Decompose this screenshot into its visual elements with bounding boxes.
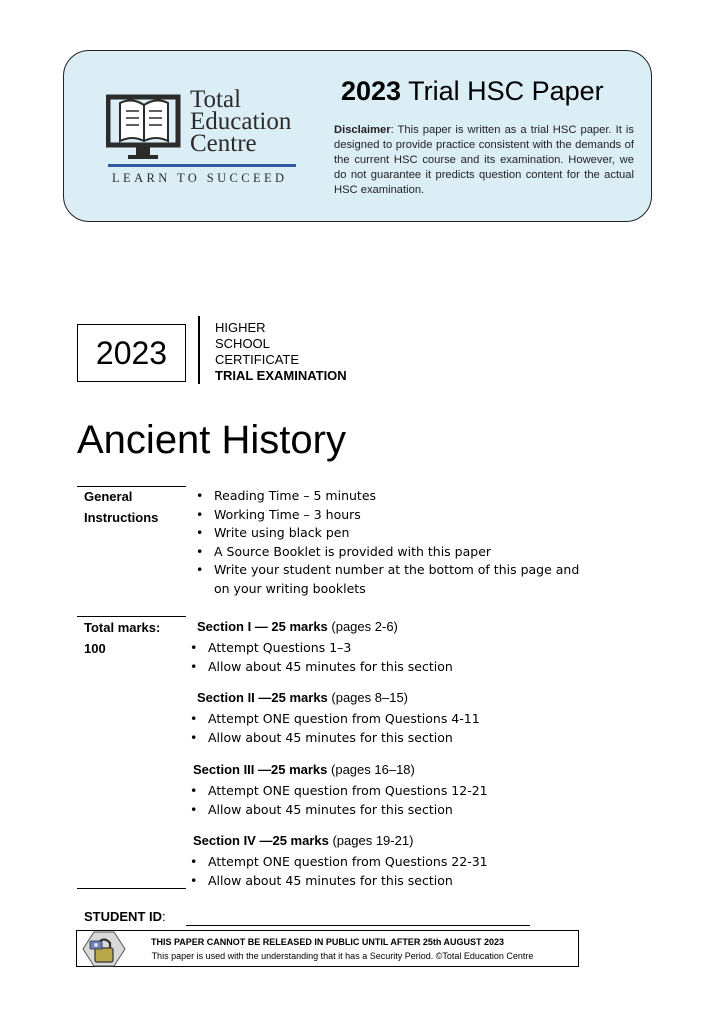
logo [106,86,306,199]
banner-title [341,76,604,107]
list-item: • Allow about 45 minutes for this section [188,658,588,677]
student-id-text: STUDENT ID [84,909,162,924]
logo-line-3: Centre [190,130,257,157]
exam-type [215,320,347,384]
total-marks-text: Total marks: [84,620,161,635]
student-id-colon: : [162,909,166,924]
banner-title-text: Trial HSC Paper [408,76,604,106]
disclaimer-label: Disclaimer [334,124,391,136]
section-title: Section III —25 marks [193,762,328,777]
exam-line-4: TRIAL EXAMINATION [215,368,347,383]
general-instructions-label [84,486,158,528]
section-1-heading [197,619,398,634]
divider-line [198,316,200,384]
release-notice: THIS PAPER CANNOT BE RELEASED IN PUBLIC UNTIL AFTER 25th AUGUST 2023 [150,937,505,947]
list-item: • Attempt ONE question from Questions 22-31 [188,853,588,872]
security-notice: This paper is used with the understanding that it has a Security Period. ©Total Education Centre [151,951,534,961]
general-instructions-list [194,487,594,598]
exam-line-1: HIGHER [215,320,266,335]
banner-year: 2023 [341,76,402,106]
label-line-2: Instructions [84,510,159,525]
list-item: • Attempt ONE question from Questions 4-11 [188,710,588,729]
exam-line-2: SCHOOL [215,336,270,351]
exam-year-box [77,324,186,382]
logo-underline [108,164,296,167]
section-title: Section II —25 marks [197,690,328,705]
section-3-heading [193,762,415,777]
list-item: • Reading Time – 5 minutes [194,487,594,506]
list-item: • Attempt Questions 1–3 [188,639,588,658]
section-pages: (pages 19-21) [328,833,414,848]
total-marks-label [84,617,160,659]
book-monitor-icon [106,91,186,161]
section-3-list [188,782,588,819]
logo-line-2: Education [190,108,292,135]
section-pages: (pages 16–18) [327,762,415,777]
exam-line-3: CERTIFICATE [215,352,300,367]
list-item: • A Source Booklet is provided with this paper [194,543,594,562]
list-item: • Allow about 45 minutes for this section [188,801,588,820]
logo-tagline: LEARN TO SUCCEED [112,171,288,185]
list-item: • Attempt ONE question from Questions 12-21 [188,782,588,801]
section-4-heading [193,833,413,848]
security-footer [76,930,579,967]
list-item: • Allow about 45 minutes for this section [188,729,588,748]
section-title: Section IV —25 marks [193,833,329,848]
list-item: • Write using black pen [194,524,594,543]
logo-wordmark [190,86,292,157]
student-id-field[interactable] [186,925,530,926]
section-rule [77,888,186,889]
disclaimer [334,123,634,198]
list-item: • Write your student number at the bottom of this page and on your writing booklets [194,561,594,598]
section-1-list [188,639,588,676]
section-4-list [188,853,588,890]
list-item: • Working Time – 3 hours [194,506,594,525]
section-pages: (pages 8–15) [327,690,409,705]
subject-title: Ancient History [77,418,346,462]
header-banner [63,50,652,222]
logo-line-1: Total [190,86,242,113]
exam-year: 2023 [95,334,168,371]
student-id-label [84,909,166,924]
section-pages: (pages 2-6) [327,619,398,634]
disclaimer-text: : This paper is written as a trial HSC paper. It is designed to provide practice consistent with the demands of the current HSC course and its examination. However, we do not guarantee it predicts question content for the actual HSC examination. [334,124,634,196]
section-title: Section I — 25 marks [197,619,328,634]
label-line-1: General [84,489,133,504]
section-2-list [188,710,588,747]
section-2-heading [197,690,408,705]
list-item: • Allow about 45 minutes for this section [188,872,588,891]
total-marks-value: 100 [84,641,106,656]
